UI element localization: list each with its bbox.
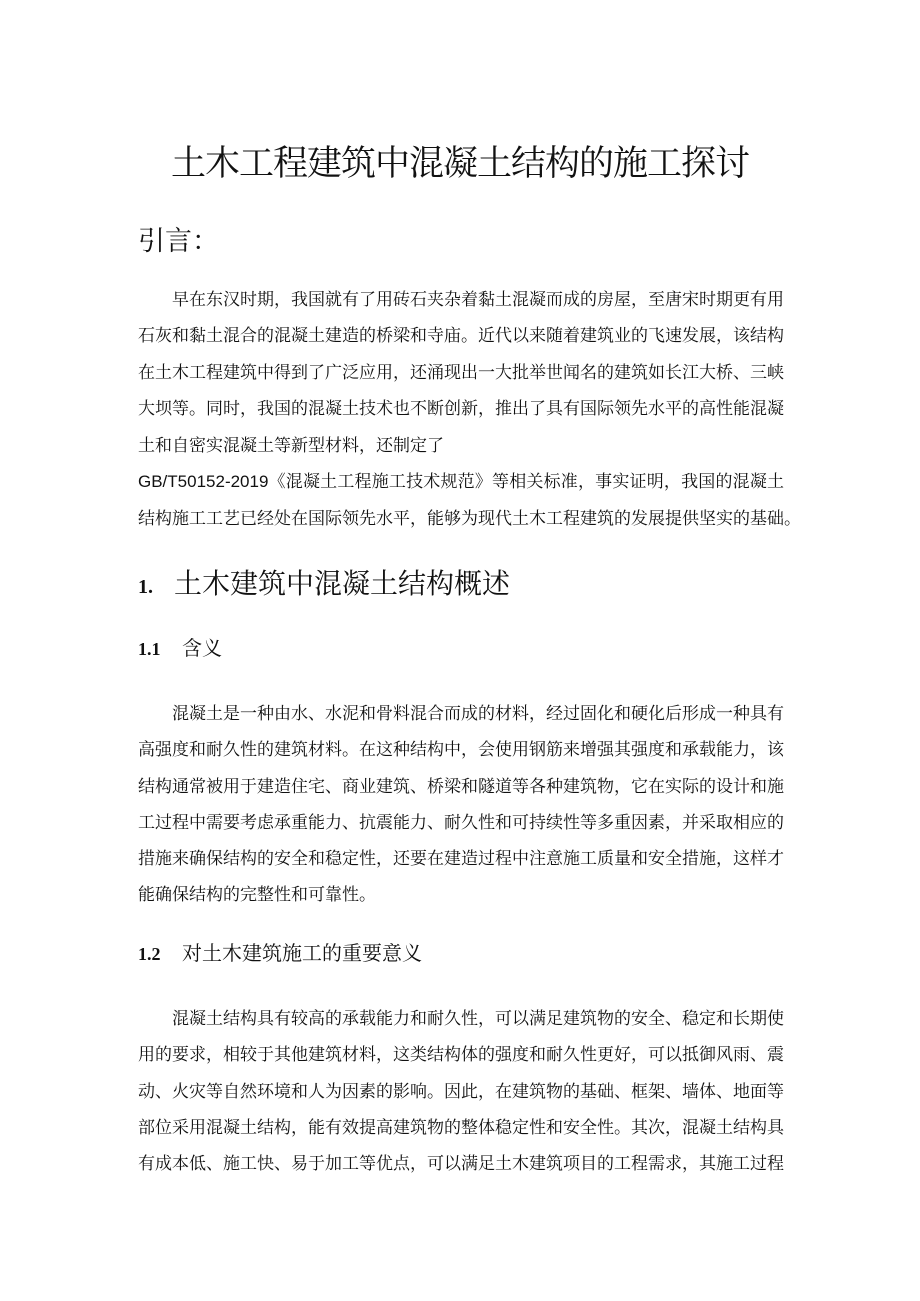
section-1-number: 1.	[138, 576, 153, 598]
section-1-2-number: 1.2	[138, 944, 161, 964]
intro-line: 土和自密实混凝土等新型材料，还制定了	[138, 436, 444, 456]
section-1-2-title: 对土木建筑施工的重要意义	[182, 941, 422, 965]
section-1-1-line: 结构通常被用于建造住宅、商业建筑、桥梁和隧道等各种建筑物，它在实际的设计和施	[138, 777, 784, 797]
section-1-2-line: 有成本低、施工快、易于加工等优点，可以满足土木建筑项目的工程需求，其施工过程	[138, 1154, 784, 1174]
section-1-1-line: 能确保结构的完整性和可靠性。	[138, 885, 376, 905]
section-1-1-line: 高强度和耐久性的建筑材料。在这种结构中，会使用钢筋来增强其强度和承载能力，该	[138, 740, 784, 760]
intro-heading: 引言：	[138, 226, 219, 257]
intro-line: 在土木工程建筑中得到了广泛应用，还涌现出一大批举世闻名的建筑如长江大桥、三峡	[138, 363, 784, 383]
section-1-1-heading	[138, 632, 222, 665]
document-title: 土木工程建筑中混凝土结构的施工探讨	[170, 144, 749, 184]
intro-standard-line	[138, 470, 784, 494]
section-1-heading	[138, 562, 510, 609]
section-1-2-heading	[138, 937, 422, 970]
standard-code: GB/T50152-2019	[138, 472, 269, 491]
intro-line: 大坝等。同时，我国的混凝土技术也不断创新，推出了具有国际领先水平的高性能混凝	[138, 399, 784, 419]
intro-line: 石灰和黏土混合的混凝土建造的桥梁和寺庙。近代以来随着建筑业的飞速发展，该结构	[138, 326, 784, 346]
section-1-1-line: 措施来确保结构的安全和稳定性，还要在建造过程中注意施工质量和安全措施，这样才	[138, 849, 784, 869]
section-1-1-number: 1.1	[138, 639, 161, 659]
standard-text: 《混凝土工程施工技术规范》等相关标准，事实证明，我国的混凝土	[268, 472, 784, 492]
section-1-2-line: 部位采用混凝土结构，能有效提高建筑物的整体稳定性和安全性。其次，混凝土结构具	[138, 1118, 784, 1138]
section-1-2-line: 动、火灾等自然环境和人为因素的影响。因此，在建筑物的基础、框架、墙体、地面等	[138, 1082, 784, 1102]
section-1-title: 土木建筑中混凝土结构概述	[174, 567, 511, 600]
section-1-2-line: 用的要求，相较于其他建筑材料，这类结构体的强度和耐久性更好，可以抵御风雨、震	[138, 1045, 784, 1065]
section-1-2-line: 混凝土结构具有较高的承载能力和耐久性，可以满足建筑物的安全、稳定和长期使	[172, 1009, 784, 1029]
intro-line: 早在东汉时期，我国就有了用砖石夹杂着黏土混凝而成的房屋，至唐宋时期更有用	[172, 290, 784, 310]
intro-line: 结构施工工艺已经处在国际领先水平，能够为现代土木工程建筑的发展提供坚实的基础。	[138, 509, 801, 529]
section-1-1-line: 工过程中需要考虑承重能力、抗震能力、耐久性和可持续性等多重因素，并采取相应的	[138, 813, 784, 833]
section-1-1-line: 混凝土是一种由水、水泥和骨料混合而成的材料，经过固化和硬化后形成一种具有	[172, 704, 784, 724]
section-1-1-title: 含义	[182, 636, 222, 660]
